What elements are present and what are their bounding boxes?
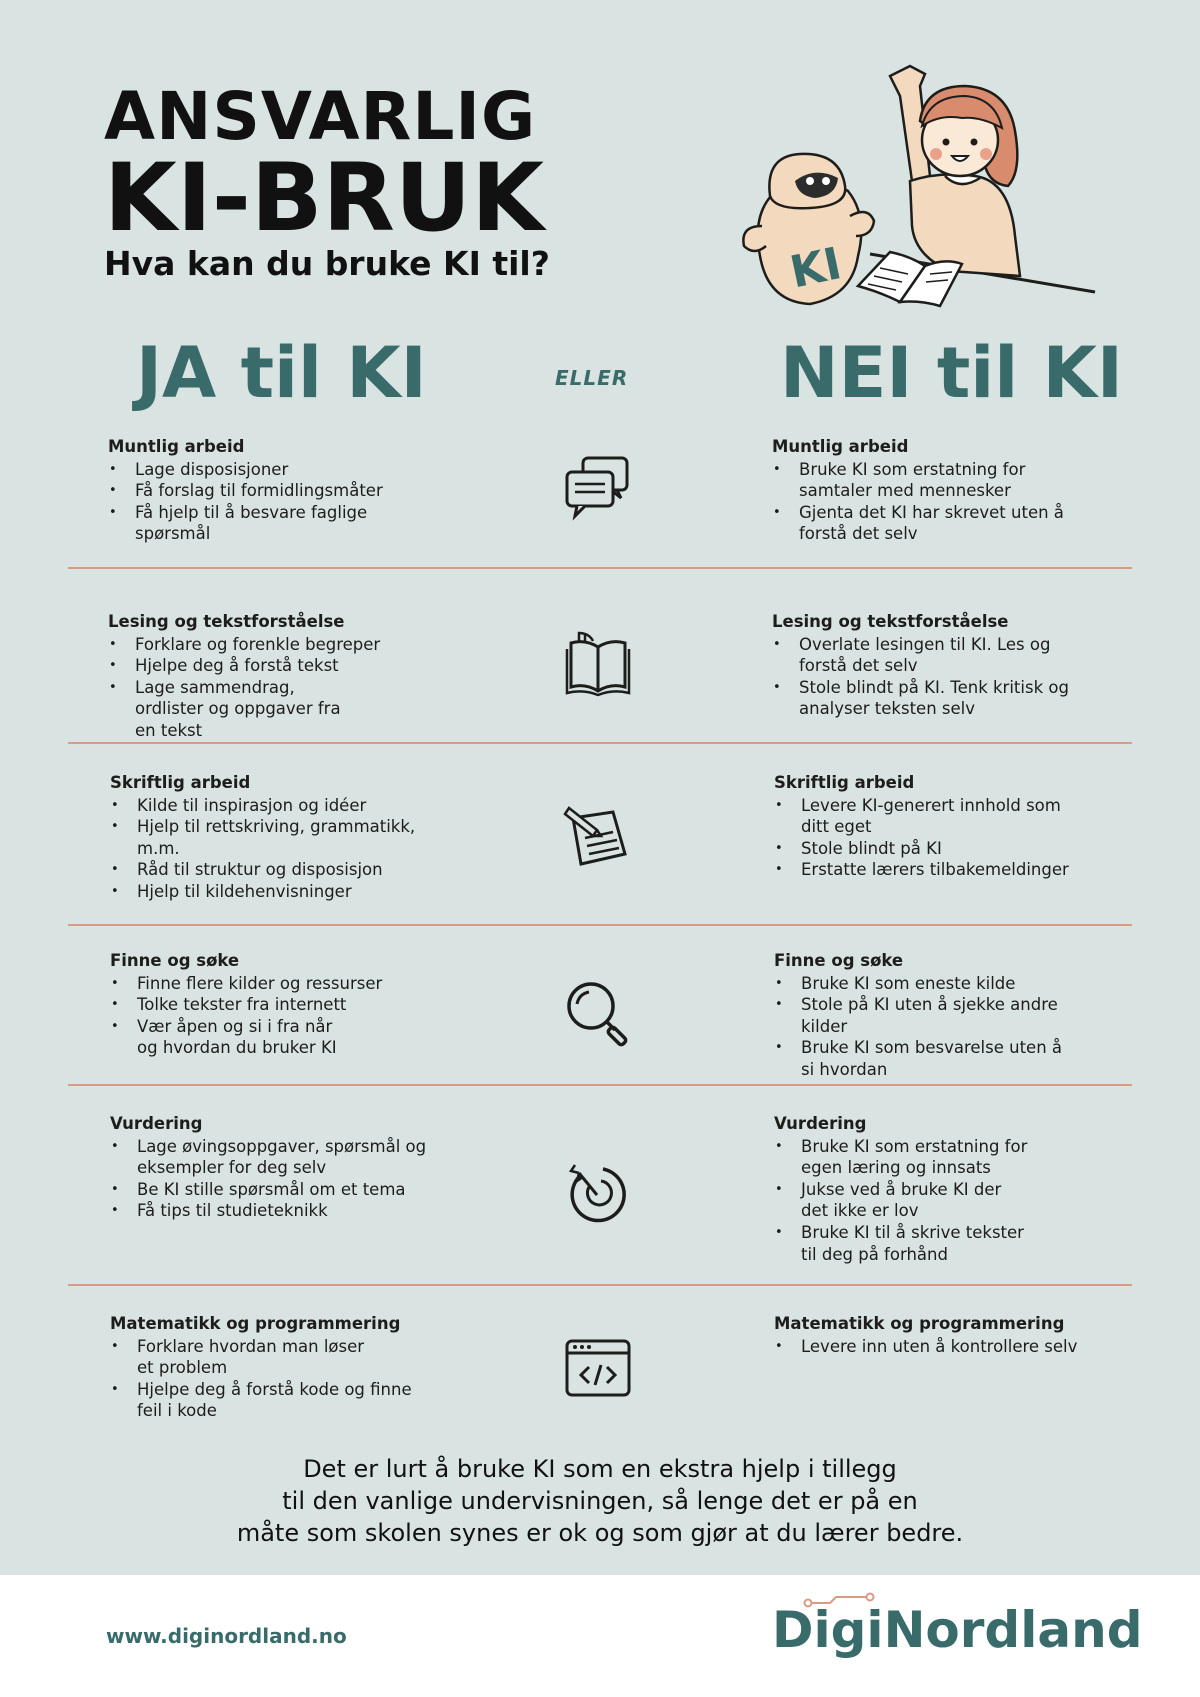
section-title: Muntlig arbeid — [772, 437, 909, 456]
robot-and-student-illustration — [740, 56, 1100, 346]
yes-column — [110, 950, 440, 1059]
list-item: • Jukse ved å bruke KI der det ikke er lov — [774, 1179, 1024, 1222]
website-link[interactable]: www.diginordland.no — [106, 1624, 347, 1648]
closing-line-3: måte som skolen synes er ok og som gjør at du lærer bedre. — [236, 1519, 964, 1547]
or-label: ELLER — [555, 366, 629, 390]
list-item: • Bruke KI som eneste kilde — [774, 973, 1104, 995]
list-item: • Lage disposisjoner — [108, 459, 438, 481]
no-heading: NEI til KI — [780, 332, 1123, 414]
footer — [0, 1575, 1200, 1697]
yes-column — [110, 772, 440, 903]
list-item: • Forklare hvordan man løser et problem — [110, 1336, 370, 1379]
list-item: • Hjelp til rettskriving, grammatikk, m.m. — [110, 816, 440, 859]
yes-column — [108, 436, 438, 545]
list-item: • Få forslag til formidlingsmåter — [108, 480, 438, 502]
no-column — [774, 1113, 1104, 1265]
closing-line-2: til den vanlige undervisningen, så lenge det er på en — [282, 1487, 918, 1515]
list-item: • Gjenta det KI har skrevet uten å forstå det selv — [772, 502, 1102, 545]
girl-body — [910, 174, 1020, 276]
list-item: • Bruke KI som erstatning for egen læring og innsats — [774, 1136, 1064, 1179]
list-item: • Bruke KI som besvarelse uten å si hvordan — [774, 1037, 1064, 1080]
cheek-left — [930, 148, 942, 160]
section-title: Vurdering — [110, 1114, 203, 1133]
list-item: • Få tips til studieteknikk — [110, 1200, 440, 1222]
list-item: • Stole blindt på KI — [774, 838, 1104, 860]
yes-column — [110, 1113, 440, 1222]
robot-label: KI — [785, 238, 846, 299]
open-book-icon — [563, 629, 633, 699]
list-item: • Vær åpen og si i fra når og hvordan du bruker KI — [110, 1016, 350, 1059]
divider — [68, 1084, 1132, 1086]
section-title: Finne og søke — [110, 951, 240, 970]
list-item: • Hjelpe deg å forstå kode og finne feil i kode — [110, 1379, 440, 1422]
divider — [68, 1284, 1132, 1286]
list-item: • Lage øvingsoppgaver, spørsmål og eksempler for deg selv — [110, 1136, 440, 1179]
section-title: Lesing og tekstforståelse — [108, 612, 345, 631]
section-title: Vurdering — [774, 1114, 867, 1133]
divider — [68, 924, 1132, 926]
section-title: Matematikk og programmering — [774, 1314, 1065, 1333]
list-item: • Levere inn uten å kontrollere selv — [774, 1336, 1104, 1358]
list-item: • Lage sammendrag, ordlister og oppgaver fra en tekst — [108, 677, 358, 742]
list-item: • Tolke tekster fra internett — [110, 994, 440, 1016]
right-eye — [971, 139, 978, 146]
no-column — [772, 611, 1102, 720]
list-item: • Kilde til inspirasjon og idéer — [110, 795, 440, 817]
list-item: • Overlate lesingen til KI. Les og forstå det selv — [772, 634, 1102, 677]
left-eye — [943, 139, 950, 146]
list-item: • Stole på KI uten å sjekke andre kilder — [774, 994, 1104, 1037]
code-window-icon — [563, 1335, 633, 1405]
title-line-1: ANSVARLIG — [104, 78, 537, 155]
section-title: Lesing og tekstforståelse — [772, 612, 1009, 631]
list-item: • Bruke KI til å skrive tekster til deg på forhånd — [774, 1222, 1034, 1265]
list-item: • Erstatte lærers tilbakemeldinger — [774, 859, 1104, 881]
no-column — [774, 772, 1104, 881]
target-icon — [563, 1161, 633, 1231]
subtitle: Hva kan du bruke KI til? — [104, 244, 550, 283]
yes-heading: JA til KI — [136, 332, 427, 414]
brand-logo: DigiNordland — [772, 1601, 1143, 1659]
list-item: • Forklare og forenkle begreper — [108, 634, 438, 656]
section-title: Muntlig arbeid — [108, 437, 245, 456]
section-title: Skriftlig arbeid — [774, 773, 915, 792]
robot-eye-left — [806, 177, 814, 185]
section-title: Skriftlig arbeid — [110, 773, 251, 792]
no-column — [774, 1313, 1104, 1357]
list-item: • Få hjelp til å besvare faglige spørsmål — [108, 502, 438, 545]
list-item: • Levere KI-generert innhold som ditt eget — [774, 795, 1074, 838]
yes-column — [108, 611, 438, 742]
divider — [68, 567, 1132, 569]
pencil-paper-icon — [563, 804, 633, 874]
title-line-2: KI-BRUK — [104, 144, 545, 253]
list-item: • Finne flere kilder og ressurser — [110, 973, 440, 995]
cheek-right — [980, 148, 992, 160]
yes-column — [110, 1313, 440, 1422]
section-title: Matematikk og programmering — [110, 1314, 401, 1333]
list-item: • Be KI stille spørsmål om et tema — [110, 1179, 440, 1201]
no-column — [772, 436, 1102, 545]
section-title: Finne og søke — [774, 951, 904, 970]
speech-bubbles-icon — [563, 454, 633, 524]
robot-eye-right — [822, 177, 830, 185]
list-item: • Stole blindt på KI. Tenk kritisk og analyser teksten selv — [772, 677, 1102, 720]
list-item: • Hjelp til kildehenvisninger — [110, 881, 440, 903]
list-item: • Bruke KI som erstatning for samtaler med mennesker — [772, 459, 1102, 502]
magnifier-icon — [563, 978, 633, 1048]
robot-left-arm — [743, 226, 766, 251]
divider — [68, 742, 1132, 744]
no-column — [774, 950, 1104, 1081]
list-item: • Råd til struktur og disposisjon — [110, 859, 440, 881]
closing-message — [0, 1453, 1200, 1549]
closing-line-1: Det er lurt å bruke KI som en ekstra hjelp i tillegg — [303, 1455, 897, 1483]
list-item: • Hjelpe deg å forstå tekst — [108, 655, 438, 677]
